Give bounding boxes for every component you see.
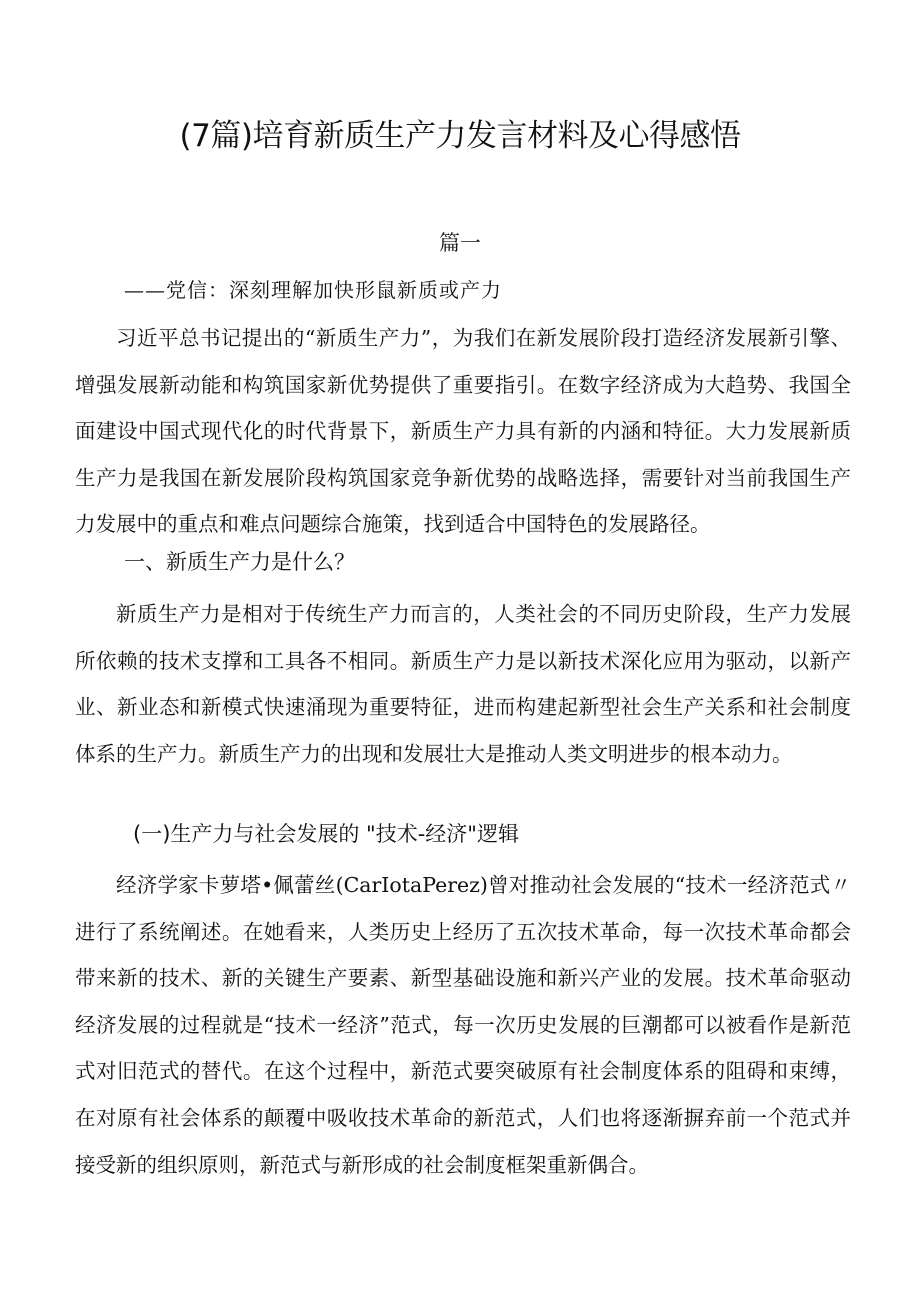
paragraph-definition: 新质生产力是相对于传统生产力而言的，人类社会的不同历史阶段，生产力发展所依赖的技术支撑和工具各不相同。新质生产力是以新技术深化应用为驱动，以新产业、新业态和新模式快速涌现为重要特征，进而构建起新型社会生产关系和社会制度体系的生产力。新质生产力的出现和发展壮大是推动人类文明进步的根本动力。	[75, 602, 851, 766]
document-title: (7篇)培育新质生产力发言材料及心得感悟	[179, 118, 741, 154]
paragraph-intro: 习近平总书记提出的“新质生产力”，为我们在新发展阶段打造经济发展新引擎、增强发展新动能和构筑国家新优势提供了重要指引。在数字经济成为大趋势、我国全面建设中国式现代化的时代背景下，新质生产力具有新的内涵和特征。大力发展新质生产力是我国在新发展阶段构筑国家竞争新优势的战略选择，需要针对当前我国生产力发展中的重点和难点问题综合施策，找到适合中国特色的发展路径。	[75, 326, 851, 537]
chapter-heading: 篇一	[439, 231, 481, 255]
chapter-subtitle: ——党信：深刻理解加快形鼠新质或产力	[124, 278, 502, 302]
paragraph-perez: 经济学家卡萝塔•佩蕾丝(CarIotaPerez)曾对推动社会发展的“技术一经济范式〃进行了系统阐述。在她看来，人类历史上经历了五次技术革命，每一次技术革命都会带来新的技术、新的关键生产要素、新型基础设施和新兴产业的发展。技术革命驱动经济发展的过程就是“技术一经济”范式，每一次历史发展的巨潮都可以被看作是新范式对旧范式的替代。在这个过程中，新范式要突破原有社会制度体系的阻碍和束缚，在对原有社会体系的颠覆中吸收技术革命的新范式，人们也将逐渐摒弃前一个范式并接受新的组织原则，新范式与新形成的社会制度框架重新偶合。	[75, 873, 851, 1177]
subsection-heading-1: (一)生产力与社会发展的 "技术-经济"逻辑	[133, 822, 519, 846]
section-heading-1: 一、新质生产力是什么？	[124, 550, 355, 574]
